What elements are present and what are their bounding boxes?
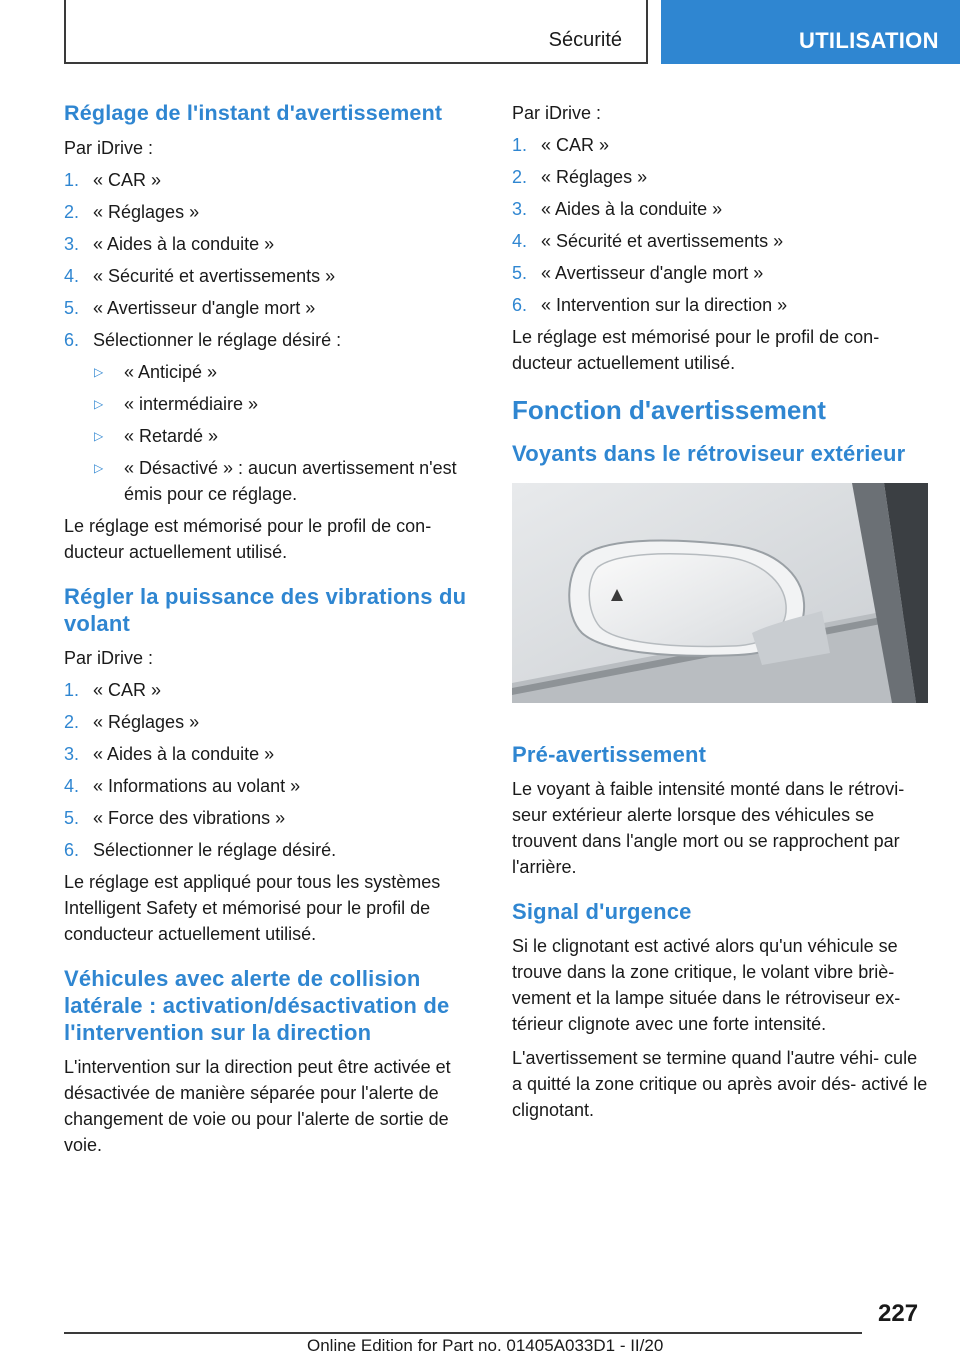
- step-item: 2. « Réglages »: [64, 712, 200, 732]
- body-text: Si le clignotant est activé alors qu'un véhicule se trouve dans la zone critique, le volant vibre briè‐ vement et la lampe située dans le rétroviseur ex‐ térieur clignote avec une forte intensité.: [512, 936, 901, 1034]
- step-item: 6. « Intervention sur la direction »: [512, 295, 788, 315]
- header-section-box: [64, 0, 648, 64]
- footer-divider: [64, 1332, 862, 1334]
- steps-list: [64, 167, 480, 353]
- section-title-warning-function: Fonction d'avertissement: [512, 395, 826, 425]
- option-item: ▷ « Anticipé »: [64, 359, 480, 385]
- note-text: Le réglage est appliqué pour tous les systèmes Intelligent Safety et mémorisé pour le profil de conducteur actuellement utilisé.: [64, 872, 441, 944]
- left-column: [64, 100, 480, 1158]
- section-title-pre-warning: Pré-avertissement: [512, 742, 707, 767]
- option-item: ▷ « Désactivé » : aucun avertissement n'est émis pour ce réglage.: [64, 455, 480, 507]
- options-list: [64, 359, 480, 507]
- step-item: 3. « Aides à la conduite »: [512, 199, 723, 219]
- header-chapter-tab: UTILISATION: [661, 0, 960, 64]
- section-title-mirror-lights: Voyants dans le rétroviseur extérieur: [512, 441, 906, 466]
- step-item: 3. « Aides à la conduite »: [64, 234, 275, 254]
- side-mirror-icon: [512, 483, 928, 703]
- triangle-bullet-icon: ▷: [94, 397, 104, 411]
- intro-text: Par iDrive :: [64, 138, 154, 158]
- note-text: Le réglage est mémorisé pour le profil de con‐ ducteur actuellement utilisé.: [512, 327, 880, 373]
- option-item: ▷ « Retardé »: [64, 423, 480, 449]
- step-item: 6. Sélectionner le réglage désiré.: [64, 840, 337, 860]
- step-item: 4. « Sécurité et avertissements »: [512, 231, 784, 251]
- triangle-bullet-icon: ▷: [94, 429, 104, 443]
- steps-list: [64, 677, 480, 863]
- step-item: 4. « Informations au volant »: [64, 776, 301, 796]
- header-section-label: Sécurité: [548, 29, 622, 51]
- triangle-bullet-icon: ▷: [94, 461, 104, 475]
- footer-edition: Online Edition for Part no. 01405A033D1 - II/20: [307, 1336, 664, 1355]
- option-item: ▷ « intermédiaire »: [64, 391, 480, 417]
- step-item: 5. « Avertisseur d'angle mort »: [512, 263, 764, 283]
- step-item: 2. « Réglages »: [512, 167, 648, 187]
- intro-text: Par iDrive :: [64, 648, 154, 668]
- steps-list: [512, 132, 928, 318]
- step-item: 1. « CAR »: [64, 680, 162, 700]
- section-title-vibration: Régler la puissance des vibrations du volant: [64, 584, 467, 636]
- step-item: 1. « CAR »: [512, 135, 610, 155]
- mirror-illustration: [512, 483, 928, 703]
- step-item: 2. « Réglages »: [64, 202, 200, 222]
- section-title-urgent-signal: Signal d'urgence: [512, 899, 692, 924]
- triangle-bullet-icon: ▷: [94, 365, 104, 379]
- note-text: Le réglage est mémorisé pour le profil de con‐ ducteur actuellement utilisé.: [64, 516, 432, 562]
- page-number: 227: [878, 1300, 919, 1327]
- step-item: 6. Sélectionner le réglage désiré :: [64, 330, 342, 350]
- step-item: 4. « Sécurité et avertissements »: [64, 266, 336, 286]
- section-title-side-collision: Véhicules avec alerte de collision latérale : activation/désactivation de l'intervention sur la direction: [64, 966, 450, 1045]
- intro-text: Par iDrive :: [512, 103, 602, 123]
- step-item: 1. « CAR »: [64, 170, 162, 190]
- right-column: [512, 100, 928, 1123]
- body-text: Le voyant à faible intensité monté dans le rétrovi‐ seur extérieur alerte lorsque des véhicules se trouvent dans l'angle mort ou se rapprochent par l'arrière.: [512, 779, 905, 877]
- body-text: L'avertissement se termine quand l'autre véhi‐ cule a quitté la zone critique ou après avoir dés‐ activé le clignotant.: [512, 1048, 928, 1120]
- step-item: 3. « Aides à la conduite »: [64, 744, 275, 764]
- body-text: L'intervention sur la direction peut être activée et désactivée de manière séparée pour l'alerte de changement de voie ou pour l'alerte de sortie de voie.: [64, 1057, 451, 1155]
- step-item: 5. « Force des vibrations »: [64, 808, 286, 828]
- section-title-warning-time: Réglage de l'instant d'avertissement: [64, 101, 443, 125]
- step-item: 5. « Avertisseur d'angle mort »: [64, 298, 316, 318]
